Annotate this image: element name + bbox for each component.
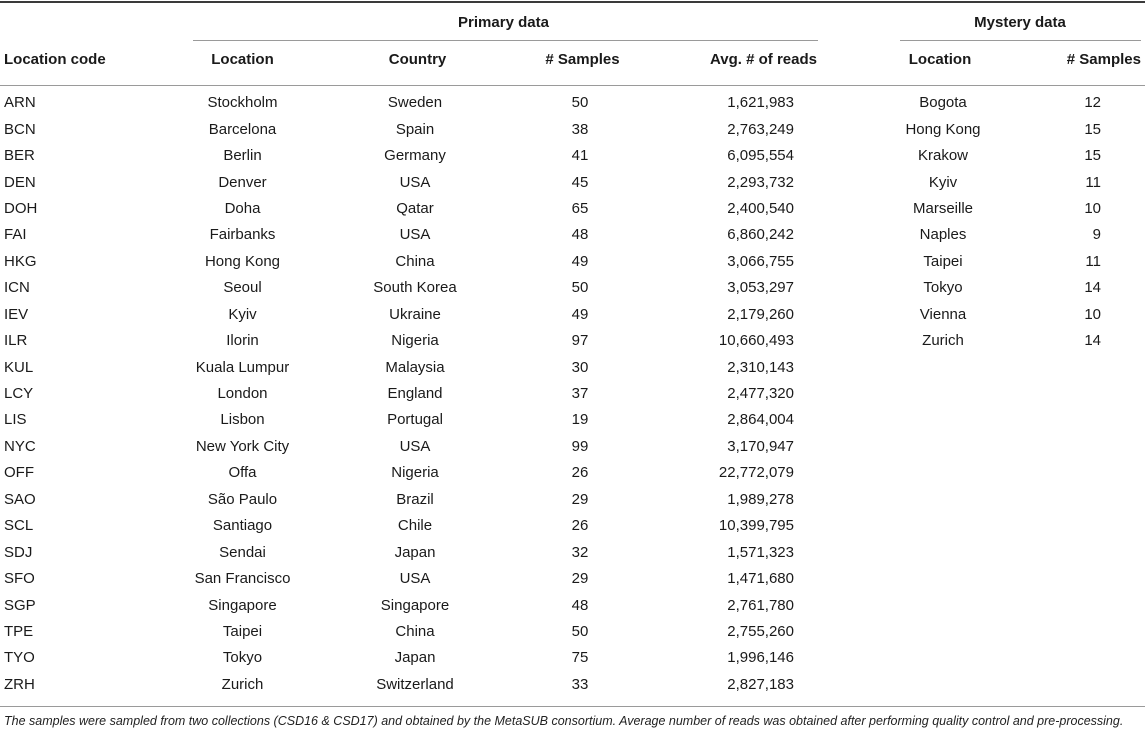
cell-mystery-samples: 11 [1085, 252, 1101, 270]
cell-location-code: DOH [4, 199, 38, 217]
cell-avg-reads: 2,179,260 [727, 305, 794, 323]
table-row [0, 407, 818, 433]
cell-mystery-samples: 15 [1084, 147, 1101, 165]
cell-location: Lisbon [220, 411, 265, 429]
cell-avg-reads: 1,621,983 [727, 94, 794, 112]
cell-avg-reads: 22,772,079 [718, 464, 794, 482]
cell-location-code: SDJ [4, 543, 33, 561]
cell-mystery-samples: 9 [1092, 226, 1101, 244]
top-rule [0, 1, 1145, 3]
cell-location: New York City [195, 437, 290, 455]
group-rule-primary [193, 40, 818, 41]
cell-location: Denver [218, 173, 267, 191]
cell-mystery-samples: 15 [1084, 120, 1101, 138]
cell-samples: 19 [571, 411, 589, 429]
table-row [0, 381, 818, 407]
cell-country: Nigeria [391, 332, 439, 350]
cell-location-code: NYC [4, 437, 36, 455]
cell-country: USA [399, 570, 431, 588]
cell-location-code: ARN [4, 94, 36, 112]
header-location-code: Location code [4, 51, 106, 68]
cell-mystery-location: Hong Kong [905, 120, 981, 138]
cell-avg-reads: 3,053,297 [727, 279, 794, 297]
cell-location-code: HKG [4, 252, 37, 270]
cell-location-code: LCY [4, 385, 34, 403]
table-row [900, 302, 1138, 328]
cell-samples: 50 [571, 279, 589, 297]
table-row [0, 169, 818, 195]
cell-country: Malaysia [385, 358, 445, 376]
cell-country: Germany [384, 147, 446, 165]
cell-avg-reads: 2,761,780 [727, 596, 794, 614]
cell-samples: 49 [571, 305, 589, 323]
header-location: Location [211, 51, 274, 68]
table-row [0, 90, 818, 116]
group-header-mystery: Mystery data [974, 14, 1066, 31]
table-row [0, 672, 818, 698]
cell-avg-reads: 3,066,755 [727, 252, 794, 270]
cell-mystery-location: Kyiv [928, 173, 958, 191]
cell-location-code: DEN [4, 173, 36, 191]
table-row [900, 222, 1138, 248]
cell-location-code: ICN [4, 279, 30, 297]
cell-country: Ukraine [389, 305, 441, 323]
cell-samples: 29 [571, 570, 589, 588]
cell-avg-reads: 2,864,004 [727, 411, 794, 429]
cell-location: Ilorin [226, 332, 259, 350]
cell-samples: 45 [571, 173, 589, 191]
cell-location: Tokyo [222, 649, 263, 667]
table-row [0, 539, 818, 565]
cell-mystery-samples: 11 [1085, 173, 1101, 191]
cell-avg-reads: 1,996,146 [727, 649, 794, 667]
cell-avg-reads: 10,660,493 [718, 332, 794, 350]
table-row [0, 354, 818, 380]
cell-location: Doha [224, 199, 261, 217]
cell-avg-reads: 1,571,323 [727, 543, 794, 561]
cell-avg-reads: 1,989,278 [727, 490, 794, 508]
header-avg-reads: Avg. # of reads [710, 51, 817, 68]
table-row [0, 275, 818, 301]
cell-mystery-samples: 10 [1084, 305, 1101, 323]
cell-location: Santiago [212, 517, 273, 535]
cell-samples: 75 [571, 649, 589, 667]
cell-mystery-location: Krakow [917, 147, 969, 165]
cell-samples: 99 [571, 437, 589, 455]
cell-samples: 50 [571, 94, 589, 112]
table-row [0, 249, 818, 275]
cell-samples: 38 [571, 120, 589, 138]
cell-country: South Korea [373, 279, 457, 297]
table-row [0, 328, 818, 354]
cell-location: Stockholm [207, 94, 278, 112]
cell-mystery-samples: 14 [1084, 332, 1101, 350]
cell-location-code: BER [4, 147, 35, 165]
cell-location: Offa [228, 464, 257, 482]
cell-country: Portugal [387, 411, 443, 429]
table-row [0, 487, 818, 513]
header-mystery-location: Location [908, 51, 972, 68]
cell-location: Fairbanks [209, 226, 276, 244]
cell-avg-reads: 2,293,732 [727, 173, 794, 191]
cell-mystery-samples: 12 [1084, 94, 1101, 112]
cell-country: Brazil [396, 490, 434, 508]
table-row [0, 116, 818, 142]
cell-location: Barcelona [208, 120, 277, 138]
cell-country: USA [399, 226, 431, 244]
table-row [0, 196, 818, 222]
table-row [900, 328, 1138, 354]
table-row [0, 592, 818, 618]
bottom-rule [0, 706, 1145, 707]
cell-mystery-location: Taipei [923, 252, 963, 270]
cell-avg-reads: 6,095,554 [727, 147, 794, 165]
cell-location-code: SAO [4, 490, 36, 508]
cell-samples: 26 [571, 464, 589, 482]
cell-samples: 30 [571, 358, 589, 376]
table-row [0, 460, 818, 486]
table-row [0, 143, 818, 169]
cell-country: USA [399, 437, 431, 455]
cell-samples: 49 [571, 252, 589, 270]
cell-avg-reads: 2,400,540 [727, 199, 794, 217]
cell-country: Japan [394, 543, 436, 561]
cell-samples: 65 [571, 199, 589, 217]
cell-location: Hong Kong [204, 252, 281, 270]
cell-samples: 37 [571, 385, 589, 403]
table-row [900, 275, 1138, 301]
cell-location: Kyiv [228, 305, 257, 323]
cell-location-code: TPE [4, 622, 34, 640]
cell-location-code: SFO [4, 570, 35, 588]
cell-location: San Francisco [194, 570, 291, 588]
cell-location-code: OFF [4, 464, 34, 482]
cell-location: Berlin [223, 147, 262, 165]
cell-samples: 50 [571, 622, 589, 640]
header-country: Country [388, 51, 447, 68]
cell-avg-reads: 6,860,242 [727, 226, 794, 244]
table-row [900, 249, 1138, 275]
table-row [0, 513, 818, 539]
cell-country: USA [399, 173, 431, 191]
table-row [900, 169, 1138, 195]
table-row [0, 619, 818, 645]
cell-samples: 48 [571, 226, 589, 244]
table-row [0, 302, 818, 328]
cell-country: Switzerland [376, 675, 454, 693]
cell-samples: 26 [571, 517, 589, 535]
cell-country: China [395, 622, 435, 640]
table-row [900, 116, 1138, 142]
cell-location-code: IEV [4, 305, 29, 323]
cell-mystery-location: Vienna [919, 305, 967, 323]
cell-avg-reads: 3,170,947 [727, 437, 794, 455]
cell-mystery-samples: 10 [1084, 199, 1101, 217]
cell-location: Taipei [222, 622, 263, 640]
table-row [900, 196, 1138, 222]
cell-location: São Paulo [207, 490, 278, 508]
cell-country: England [387, 385, 443, 403]
cell-avg-reads: 2,827,183 [727, 675, 794, 693]
cell-samples: 48 [571, 596, 589, 614]
table-row [0, 566, 818, 592]
cell-location-code: ILR [4, 332, 28, 350]
cell-avg-reads: 2,755,260 [727, 622, 794, 640]
group-rule-mystery [900, 40, 1141, 41]
cell-avg-reads: 2,477,320 [727, 385, 794, 403]
table-row [900, 143, 1138, 169]
table-row [0, 434, 818, 460]
header-rule [0, 85, 1145, 86]
cell-country: China [395, 252, 435, 270]
table-footnote: The samples were sampled from two collections (CSD16 & CSD17) and obtained by the MetaSUB consortium. Average number of reads was obtained after performing quality control and pre-processing. [4, 714, 1124, 728]
cell-location-code: KUL [4, 358, 34, 376]
cell-mystery-location: Zurich [922, 332, 964, 350]
cell-country: Chile [397, 517, 433, 535]
table-row [0, 222, 818, 248]
cell-mystery-location: Bogota [919, 94, 967, 112]
cell-location: Zurich [221, 675, 264, 693]
cell-country: Qatar [396, 199, 434, 217]
table-row [900, 90, 1138, 116]
cell-avg-reads: 2,763,249 [727, 120, 794, 138]
cell-country: Spain [395, 120, 435, 138]
cell-samples: 32 [571, 543, 589, 561]
cell-location: Singapore [208, 596, 277, 614]
cell-samples: 97 [571, 332, 589, 350]
cell-location-code: LIS [4, 411, 27, 429]
cell-location-code: TYO [4, 649, 35, 667]
cell-samples: 41 [571, 147, 589, 165]
cell-mystery-location: Naples [919, 226, 967, 244]
cell-country: Japan [394, 649, 436, 667]
cell-avg-reads: 2,310,143 [727, 358, 794, 376]
group-header-primary: Primary data [458, 14, 549, 31]
cell-location-code: SGP [4, 596, 36, 614]
cell-mystery-location: Marseille [912, 199, 973, 217]
cell-avg-reads: 10,399,795 [718, 517, 794, 535]
header-mystery-samples: # Samples [1066, 51, 1141, 68]
header-samples: # Samples [545, 51, 620, 68]
cell-mystery-location: Tokyo [923, 279, 963, 297]
cell-avg-reads: 1,471,680 [727, 570, 794, 588]
cell-location-code: SCL [4, 517, 34, 535]
cell-mystery-samples: 14 [1084, 279, 1101, 297]
cell-location-code: BCN [4, 120, 36, 138]
mystery-data-table [900, 90, 1138, 354]
cell-location: Seoul [223, 279, 262, 297]
cell-samples: 29 [571, 490, 589, 508]
cell-location: Kuala Lumpur [195, 358, 290, 376]
cell-location: Sendai [219, 543, 266, 561]
cell-country: Singapore [380, 596, 450, 614]
cell-country: Sweden [387, 94, 443, 112]
cell-location-code: FAI [4, 226, 27, 244]
cell-location-code: ZRH [4, 675, 35, 693]
cell-country: Nigeria [391, 464, 439, 482]
cell-location: London [217, 385, 268, 403]
table-row [0, 645, 818, 671]
primary-data-table [0, 90, 818, 698]
cell-samples: 33 [571, 675, 589, 693]
